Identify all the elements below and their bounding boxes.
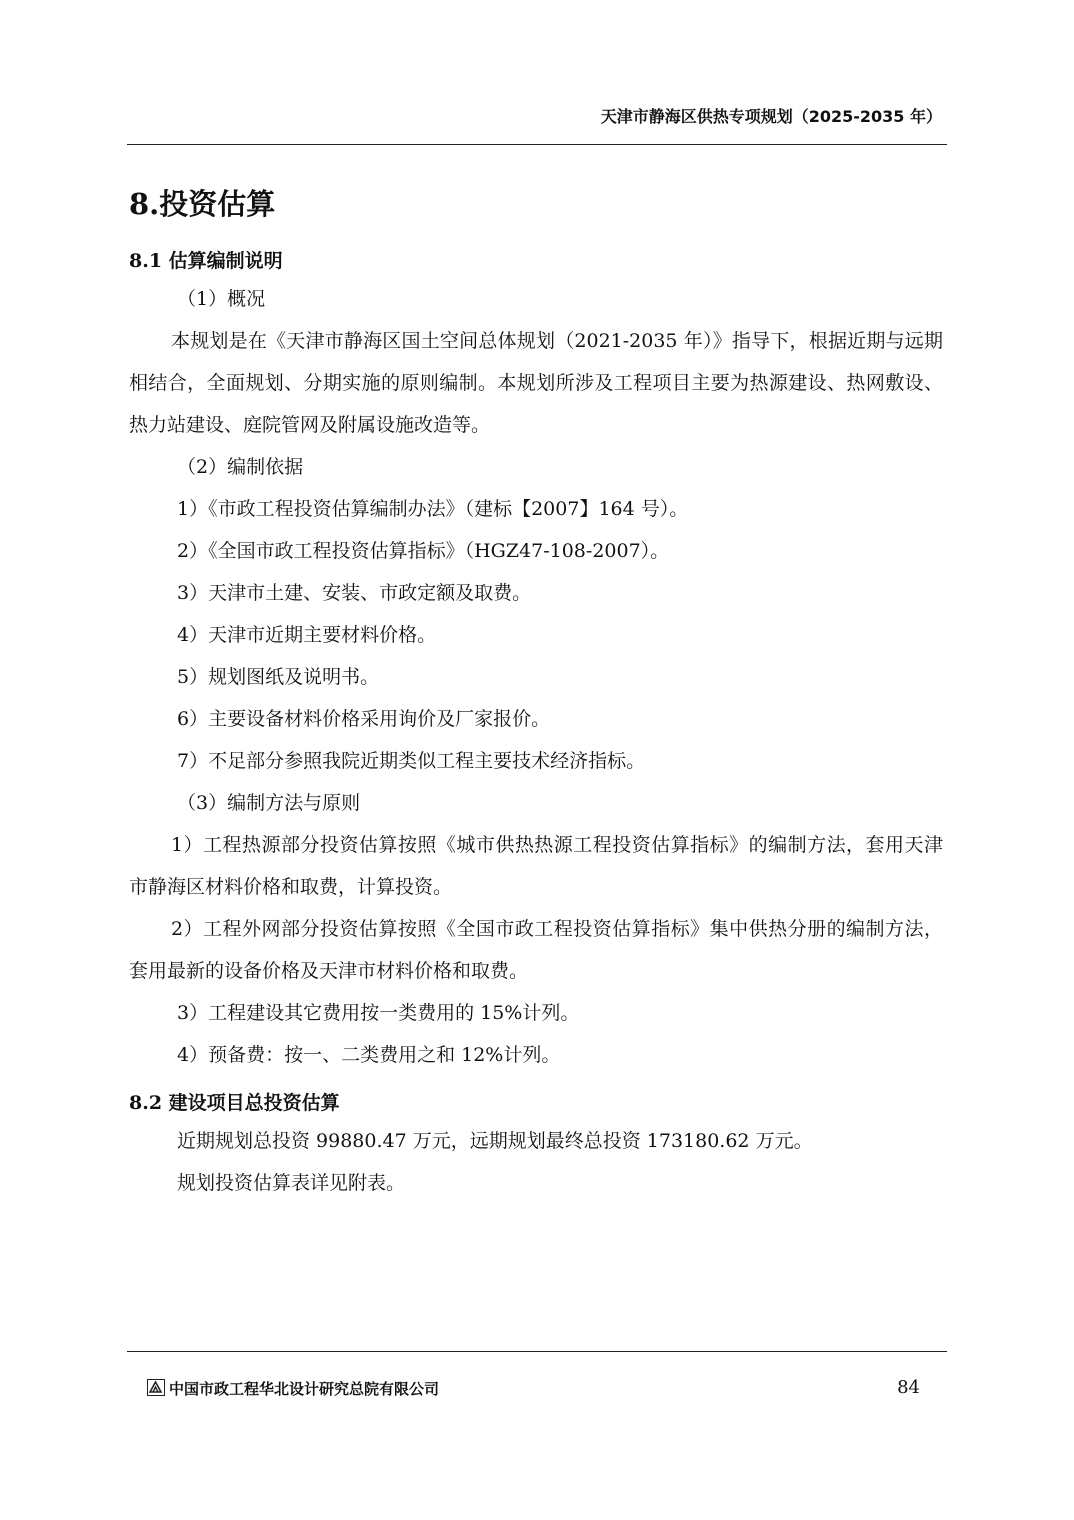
- footer-divider: [127, 1351, 947, 1352]
- basis-label: （2）编制依据: [177, 456, 304, 478]
- overview-label: （1）概况: [177, 288, 266, 310]
- running-header: 天津市静海区供热专项规划（2025-2035 年）: [600, 107, 942, 126]
- basis-item-2: 2）《全国市政工程投资估算指标》（HGZ47-108-2007）。: [177, 540, 670, 562]
- investment-appendix-note: 规划投资估算表详见附表。: [177, 1172, 406, 1194]
- company-logo-icon: [147, 1379, 165, 1396]
- subsection-title-8-1: 8.1 估算编制说明: [129, 250, 283, 272]
- method-item-2: 2）工程外网部分投资估算按照《全国市政工程投资估算指标》集中供热分册的编制方法，套用最新的设备价格及天津市材料价格和取费。: [129, 918, 943, 982]
- basis-item-4: 4）天津市近期主要材料价格。: [177, 624, 437, 646]
- basis-item-5: 5）规划图纸及说明书。: [177, 666, 380, 688]
- header-divider: [127, 144, 947, 145]
- basis-item-7: 7）不足部分参照我院近期类似工程主要技术经济指标。: [177, 750, 646, 772]
- basis-item-1: 1）《市政工程投资估算编制办法》（建标【2007】164 号）。: [177, 498, 689, 520]
- method-item-1: 1）工程热源部分投资估算按照《城市供热热源工程投资估算指标》的编制方法，套用天津市静海区材料价格和取费，计算投资。: [129, 834, 943, 898]
- overview-paragraph: 本规划是在《天津市静海区国土空间总体规划（2021-2035 年）》指导下，根据近期与远期相结合，全面规划、分期实施的原则编制。本规划所涉及工程项目主要为热源建设、热网敷设、热力站建设、庭院管网及附属设施改造等。: [129, 330, 943, 436]
- section-title: 8.投资估算: [129, 187, 276, 221]
- investment-total-line: 近期规划总投资 99880.47 万元，远期规划最终总投资 173180.62 万元。: [177, 1130, 813, 1152]
- basis-item-6: 6）主要设备材料价格采用询价及厂家报价。: [177, 708, 551, 730]
- subsection-title-8-2: 8.2 建设项目总投资估算: [129, 1092, 340, 1114]
- basis-item-3: 3）天津市土建、安装、市政定额及取费。: [177, 582, 532, 604]
- method-label: （3）编制方法与原则: [177, 792, 361, 814]
- footer-organization: 中国市政工程华北设计研究总院有限公司: [169, 1380, 440, 1398]
- method-item-4: 4）预备费：按一、二类费用之和 12%计列。: [177, 1044, 561, 1066]
- method-item-3: 3）工程建设其它费用按一类费用的 15%计列。: [177, 1002, 580, 1024]
- page-number: 84: [897, 1377, 920, 1398]
